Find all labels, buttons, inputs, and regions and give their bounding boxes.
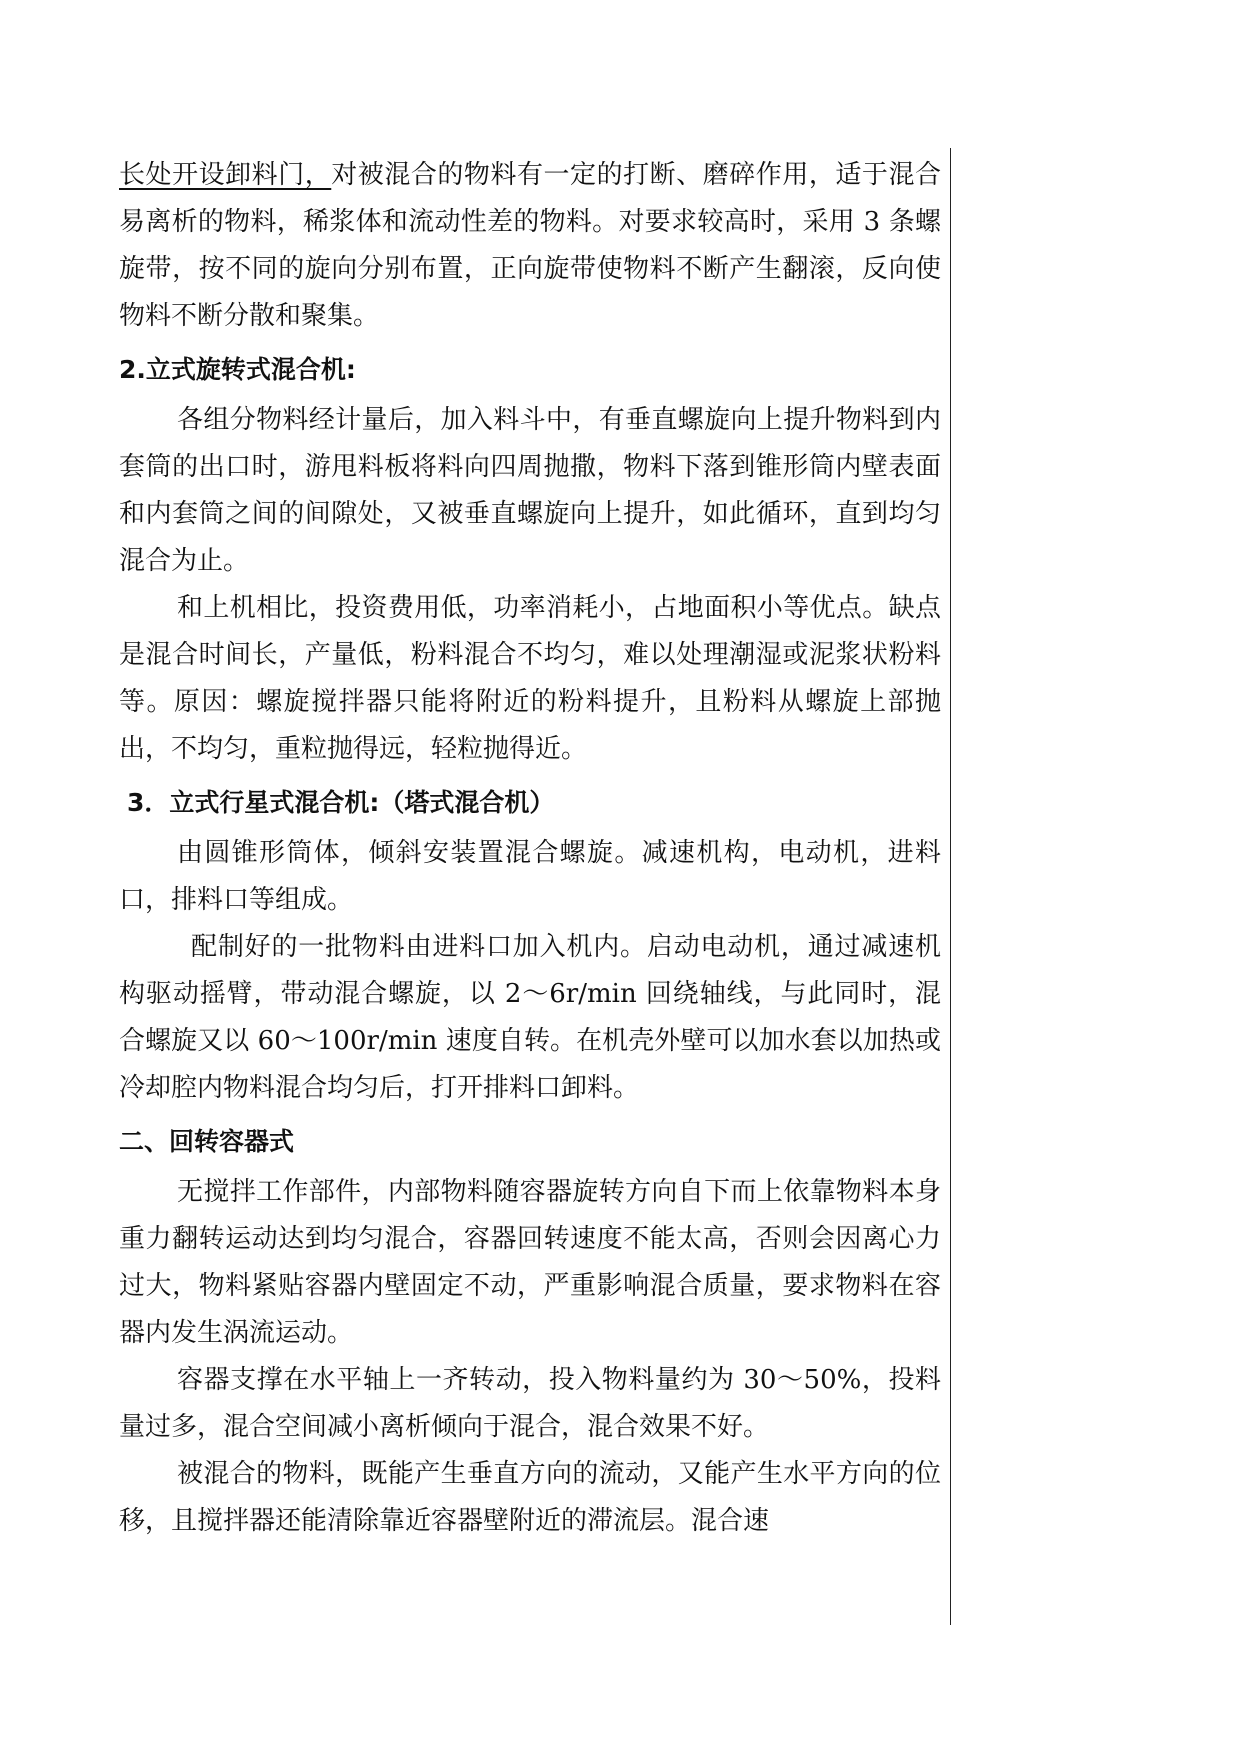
right-margin-rule — [950, 148, 951, 1625]
underlined-phrase: 长处开设卸料门， — [119, 160, 332, 190]
paragraph-vertical-rotary-process: 各组分物料经计量后，加入料斗中，有垂直螺旋向上提升物料到内套筒的出口时，游甩料板将料向四周抛撒，物料下落到锥形筒内壁表面和内套筒之间的间隙处，又被垂直螺旋向上提升，如此循环，直到均匀混合为止。 — [119, 405, 941, 576]
paragraph-text: 对被混合的物料有一定的打断、磨碎作用，适于混合易离析的物料，稀浆体和流动性差的物料。对要求较高时，采用 3 条螺旋带，按不同的旋向分别布置，正向旋带使物料不断产生翻滚，反向使物料不断分散和聚集。 — [119, 160, 941, 331]
paragraph-planetary-structure: 由圆锥形筒体，倾斜安装置混合螺旋。减速机构，电动机，进料口，排料口等组成。 — [119, 838, 941, 915]
paragraph-mixing-motion: 被混合的物料，既能产生垂直方向的流动，又能产生水平方向的位移，且搅拌器还能清除靠近容器壁附近的滞流层。混合速 — [119, 1459, 941, 1536]
paragraph-rotating-container-loading: 容器支撑在水平轴上一齐转动，投入物料量约为 30～50%，投料量过多，混合空间减小离析倾向于混合，混合效果不好。 — [119, 1365, 941, 1442]
paragraph-vertical-rotary-pros-cons: 和上机相比，投资费用低，功率消耗小，占地面积小等优点。缺点是混合时间长，产量低，粉料混合不均匀，难以处理潮湿或泥浆状粉料等。原因：螺旋搅拌器只能将附近的粉料提升，且粉料从螺旋上部抛出，不均匀，重粒抛得远，轻粒抛得近。 — [119, 593, 941, 764]
document-body — [119, 152, 941, 1545]
section-heading-planetary-mixer: 3．立式行星式混合机:（塔式混合机） — [127, 788, 555, 817]
section-heading-rotating-container: 二、回转容器式 — [119, 1127, 295, 1156]
paragraph-ribbon-mixer-continued — [119, 152, 941, 340]
section-heading-vertical-rotary-mixer: 2.立式旋转式混合机: — [119, 355, 356, 384]
paragraph-rotating-container-principle: 无搅拌工作部件，内部物料随容器旋转方向自下而上依靠物料本身重力翻转运动达到均匀混合，容器回转速度不能太高，否则会因离心力过大，物料紧贴容器内壁固定不动，严重影响混合质量，要求物料在容器内发生涡流运动。 — [119, 1177, 941, 1348]
paragraph-planetary-operation: 配制好的一批物料由进料口加入机内。启动电动机，通过减速机构驱动摇臂，带动混合螺旋，以 2～6r/min 回绕轴线，与此同时，混合螺旋又以 60～100r/min 速度自转。在机壳外壁可以加水套以加热或冷却腔内物料混合均匀后，打开排料口卸料。 — [119, 932, 941, 1103]
